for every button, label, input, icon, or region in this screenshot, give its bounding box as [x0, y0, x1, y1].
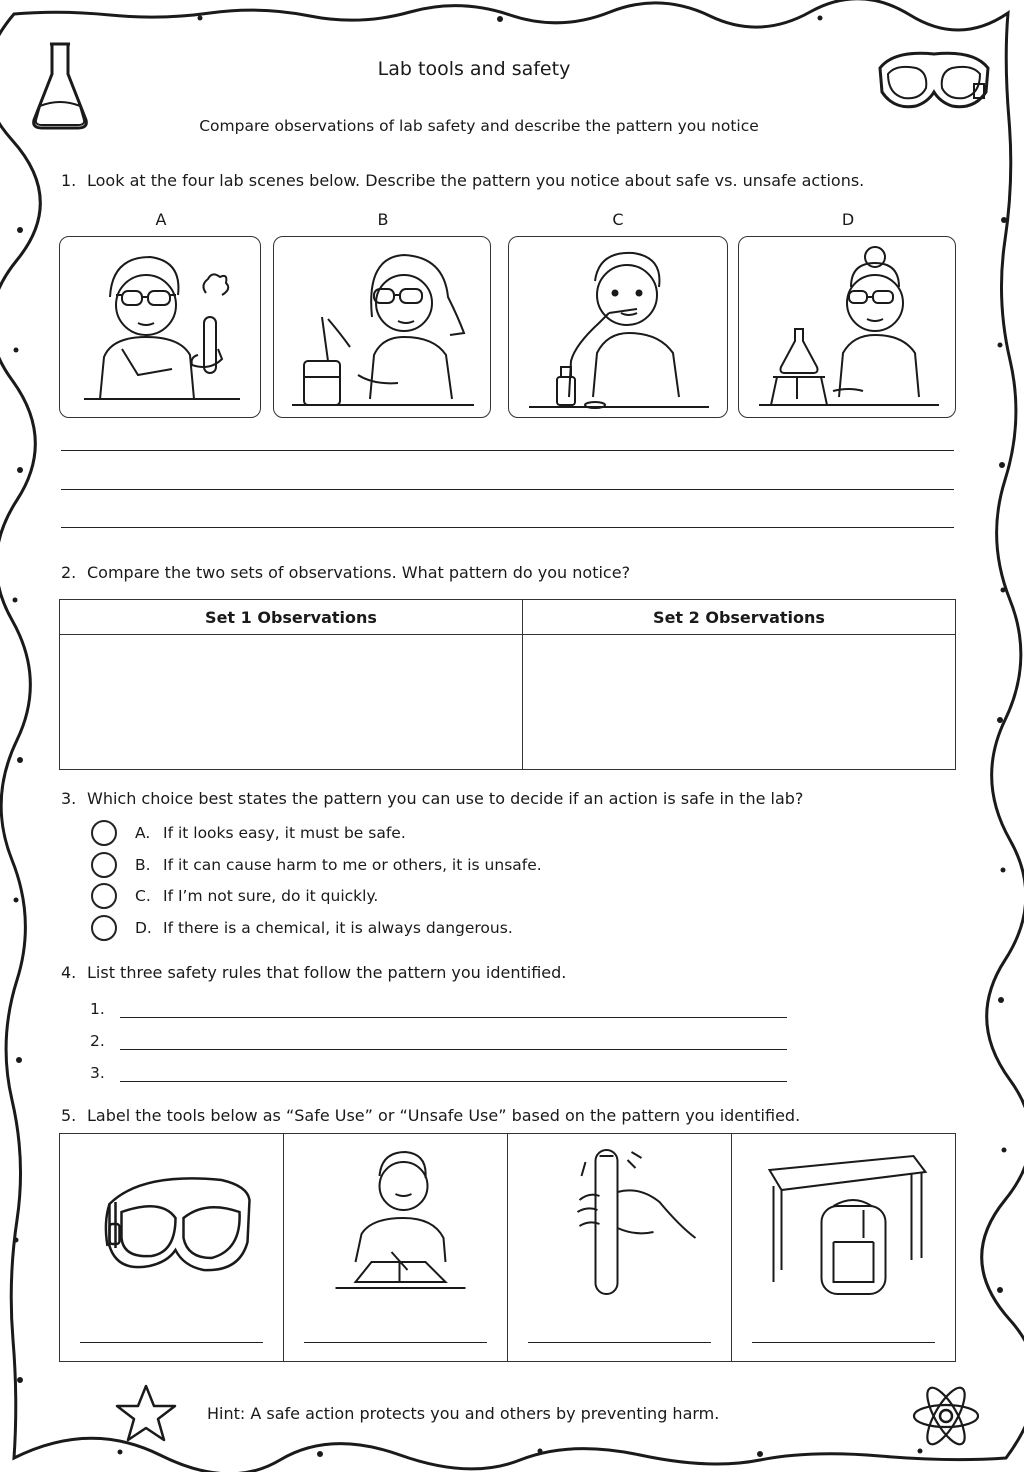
- student-goggles-test-tube-icon: [60, 237, 260, 417]
- question-number: 5.: [61, 1106, 77, 1125]
- rule-answer-line[interactable]: [120, 1035, 787, 1050]
- label-answer-line[interactable]: [304, 1342, 487, 1343]
- option-text: If it looks easy, it must be safe.: [163, 824, 406, 842]
- tool-cell-backpack: [732, 1134, 955, 1361]
- answer-line[interactable]: [61, 489, 954, 490]
- student-tasting-chemical-icon: [509, 237, 727, 417]
- scene-letter-b: B: [377, 210, 389, 229]
- tool-cell-writing: [284, 1134, 508, 1361]
- scene-letter-d: D: [841, 210, 855, 229]
- question-text: List three safety rules that follow the pattern you identified.: [87, 963, 567, 982]
- safety-goggles-icon: [70, 1142, 273, 1302]
- backpack-under-table-icon: [742, 1142, 945, 1302]
- column-header-set-2: Set 2 Observations: [523, 600, 956, 635]
- radio-button[interactable]: [91, 852, 117, 878]
- option-d[interactable]: [91, 915, 513, 941]
- question-1: [61, 171, 864, 190]
- question-number: 2.: [61, 563, 77, 582]
- rule-item-3: [90, 1064, 787, 1082]
- rule-answer-line[interactable]: [120, 1003, 787, 1018]
- option-a[interactable]: [91, 820, 406, 846]
- question-5: [61, 1106, 800, 1125]
- hand-holding-test-tube-icon: [518, 1142, 721, 1302]
- page-subtitle: Compare observations of lab safety and describe the pattern you notice: [199, 117, 759, 135]
- student-writing-icon: [294, 1142, 497, 1302]
- question-3: [61, 789, 803, 808]
- question-number: 3.: [61, 789, 77, 808]
- question-4: [61, 963, 566, 982]
- label-answer-line[interactable]: [528, 1342, 711, 1343]
- question-number: 4.: [61, 963, 77, 982]
- option-text: If it can cause harm to me or others, it is unsafe.: [163, 856, 542, 874]
- option-text: If I’m not sure, do it quickly.: [163, 887, 379, 905]
- radio-button[interactable]: [91, 883, 117, 909]
- tool-cell-goggles: [60, 1134, 284, 1361]
- question-number: 1.: [61, 171, 77, 190]
- rule-answer-line[interactable]: [120, 1067, 787, 1082]
- observations-table: [59, 599, 956, 770]
- student-goggles-flask-burner-icon: [739, 237, 955, 417]
- tool-cell-test-tube: [508, 1134, 732, 1361]
- option-letter: D.: [135, 919, 152, 937]
- answer-line[interactable]: [61, 450, 954, 451]
- option-c[interactable]: [91, 883, 378, 909]
- rule-item-1: [90, 1000, 787, 1018]
- goggles-icon: [874, 40, 994, 120]
- rule-number: 2.: [90, 1032, 105, 1050]
- question-text: Label the tools below as “Safe Use” or “Unsafe Use” based on the pattern you identified.: [87, 1106, 801, 1125]
- label-answer-line[interactable]: [80, 1342, 263, 1343]
- scene-letter-c: C: [612, 210, 624, 229]
- set-2-observations-cell[interactable]: [523, 635, 956, 770]
- rule-number: 1.: [90, 1000, 105, 1018]
- scene-d: [738, 236, 956, 418]
- option-b[interactable]: [91, 852, 542, 878]
- page-title: Lab tools and safety: [377, 58, 571, 80]
- atom-icon: [910, 1382, 982, 1450]
- radio-button[interactable]: [91, 820, 117, 846]
- scene-a: [59, 236, 261, 418]
- tools-grid: [59, 1133, 956, 1362]
- scene-c: [508, 236, 728, 418]
- question-text: Compare the two sets of observations. What pattern do you notice?: [87, 563, 631, 582]
- question-2: [61, 563, 630, 582]
- question-text: Which choice best states the pattern you can use to decide if an action is safe in the lab?: [87, 789, 804, 808]
- option-letter: A.: [135, 824, 151, 842]
- scene-letter-a: A: [155, 210, 167, 229]
- scene-b: [273, 236, 491, 418]
- option-text: If there is a chemical, it is always dangerous.: [163, 919, 513, 937]
- star-icon: [114, 1382, 178, 1444]
- label-answer-line[interactable]: [752, 1342, 935, 1343]
- set-1-observations-cell[interactable]: [60, 635, 523, 770]
- answer-line[interactable]: [61, 527, 954, 528]
- radio-button[interactable]: [91, 915, 117, 941]
- question-text: Look at the four lab scenes below. Describe the pattern you notice about safe vs. unsafe actions.: [87, 171, 865, 190]
- rule-number: 3.: [90, 1064, 105, 1082]
- column-header-set-1: Set 1 Observations: [60, 600, 523, 635]
- hint-text: Hint: A safe action protects you and others by preventing harm.: [207, 1404, 720, 1423]
- option-letter: C.: [135, 887, 151, 905]
- option-letter: B.: [135, 856, 151, 874]
- student-goggles-beaker-dropper-icon: [274, 237, 490, 417]
- rule-item-2: [90, 1032, 787, 1050]
